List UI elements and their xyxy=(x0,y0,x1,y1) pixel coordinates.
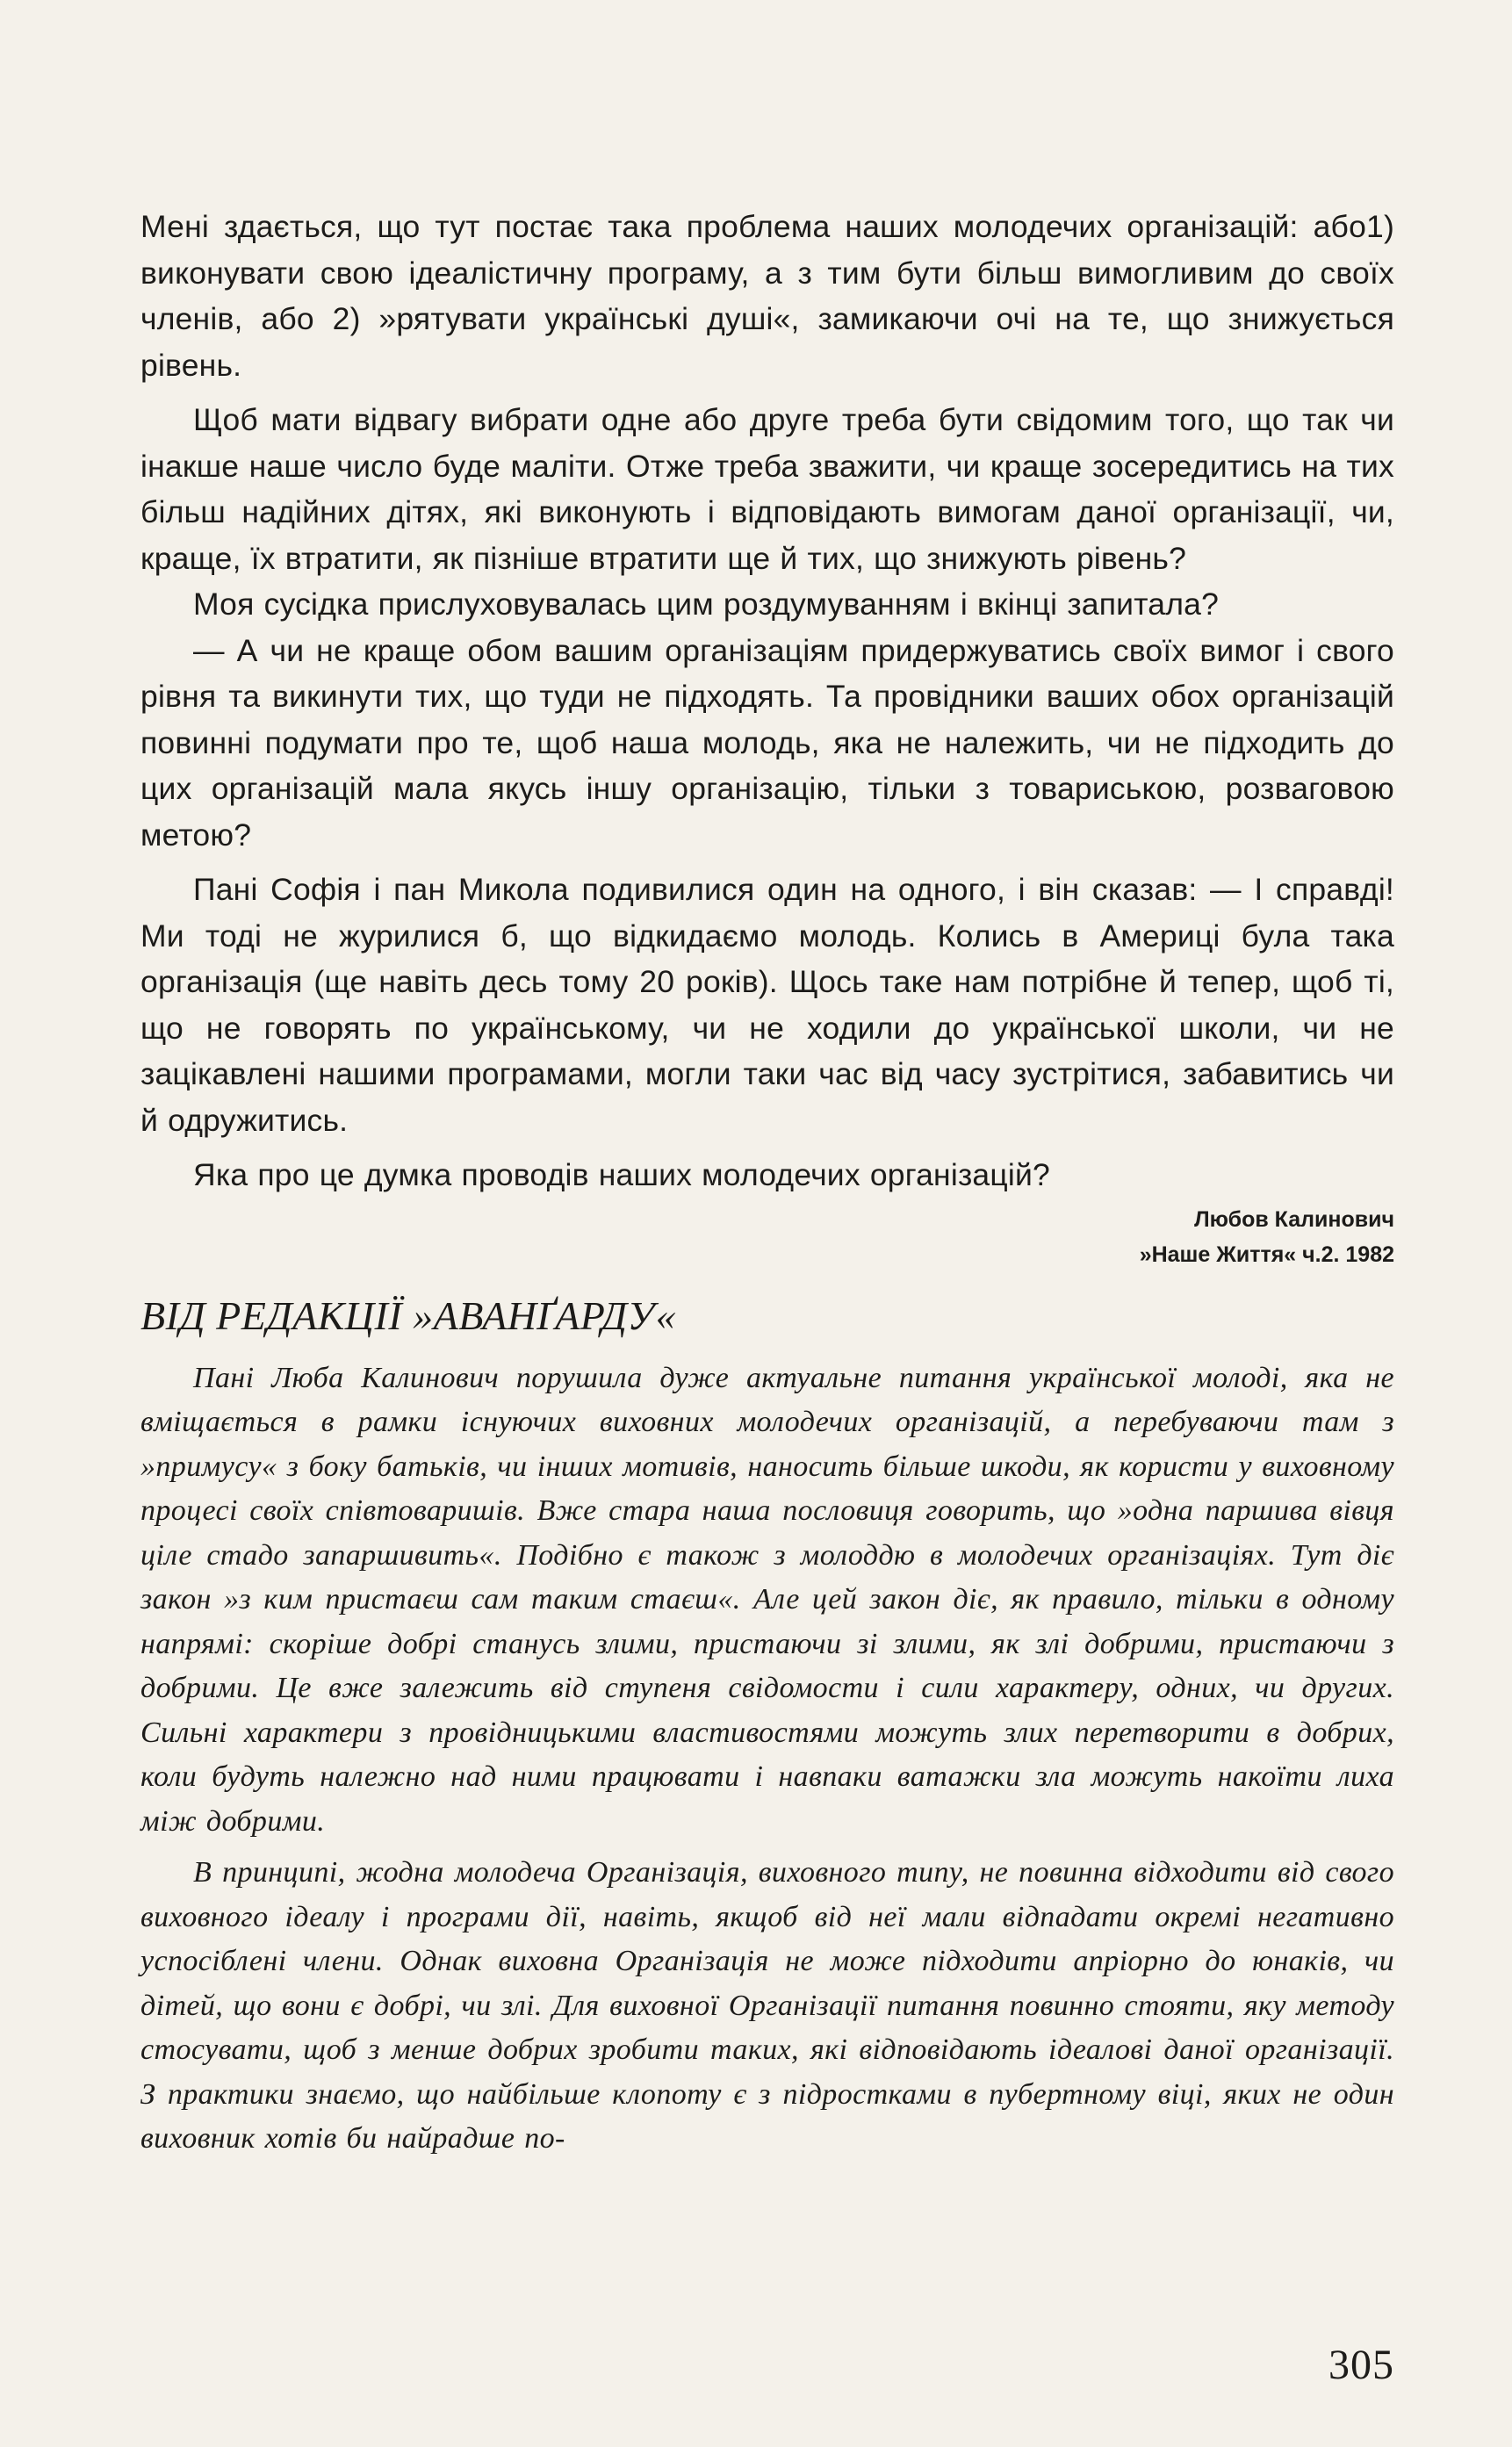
editorial-heading: ВІД РЕДАКЦІЇ »АВАНҐАРДУ« xyxy=(140,1292,677,1338)
letter-paragraph-6: Яка про це думка проводів наших молодечих організацій? xyxy=(193,1157,1050,1192)
letter-paragraph-2: Щоб мати відвагу вибрати одне або друге треба бути свідомим того, що так чи інакше наше число буде маліти. Отже треба зважити, чи краще зосередитись на тих більш надійних дітях, які виконують і відповідають вимогам даної організації, чи, краще, їх втратити, як пізніше втратити ще й тих, що знижують рівень? xyxy=(140,402,1394,576)
editorial-paragraph-1: Пані Люба Калинович порушила дуже актуальне питання української молоді, яка не вміщається в рамки існуючих виховних молодечих організацій, а перебуваючи там з »примусу« з боку батьків, чи інших мотивів, наносить більше шкоди, як користи у виховному процесі своїх співтоваришів. Вже стара наша пословиця говорить, що »одна паршива вівця ціле стадо запаршивить«. Подібно є також з молоддю в молодечих організаціях. Тут діє закон »з ким пристаєш сам таким стаєш«. Але цей закон діє, як правило, тільки в одному напрямі: скоріше добрі станусь злими, пристаючи зі злими, як злі добрими, пристаючи з добрими. Це вже залежить від ступеня свідомости і сили характеру, одних, чи других. Сильні характери з провідницькими властивостями можуть злих перетворити в добрих, коли будуть належно над ними працювати і навпаки ватажки зла можуть накоїти лиха між добрими. xyxy=(140,1361,1394,1838)
letter-paragraph-4: — А чи не краще обом вашим організаціям придержуватись своїх вимог і свого рівня та викинути тих, що туди не підходять. Та провідники ваших обох організацій повинні подумати про те, щоб наша молодь, яка не належить, чи не підходить до цих організацій мала якусь іншу організацію, тільки з товариською, розваговою метою? xyxy=(140,632,1394,853)
page-number: 305 xyxy=(1328,2342,1394,2388)
letter-author: Любов Калинович xyxy=(1194,1206,1394,1232)
letter-paragraph-1: Мені здається, що тут постає така проблема наших молодечих організацій: або1) виконувати свою ідеалістичну програму, а з тим бути більш вимогливим до своїх членів, або 2) »рятувати українські душі«, замикаючи очі на те, що знижується рівень. xyxy=(140,209,1394,383)
page-content xyxy=(140,204,1394,2162)
letter-signature xyxy=(140,1202,1394,1272)
letter-source: »Наше Життя« ч.2. 1982 xyxy=(1139,1241,1394,1267)
editorial-text xyxy=(140,1357,1394,2162)
editorial-paragraph-2: В принципі, жодна молодеча Організація, виховного типу, не повинна відходити від свого виховного ідеалу і програми дії, навіть, якщоб від неї мали відпадати окремі негативно успосіблені члени. Однак виховна Організація не може підходити апріорно до юнаків, чи дітей, що вони є добрі, чи злі. Для виховної Організації питання повинно стояти, яку методу стосувати, щоб з менше добрих зробити таких, які відповідають ідеалові даної організації. З практики знаємо, що найбільше клопоту є з підростками в пубертному віці, яких не один виховник хотів би найрадше по- xyxy=(140,1856,1394,2155)
letter-text xyxy=(140,204,1394,1198)
letter-paragraph-3: Моя сусідка прислуховувалась цим роздумуванням і вкінці запитала? xyxy=(193,587,1220,622)
letter-paragraph-5: Пані Софія і пан Микола подивилися один на одного, і він сказав: — І справді! Ми тоді не журилися б, що відкидаємо молодь. Колись в Америці була така організація (ще навіть десь тому 20 років). Щось таке нам потрібне й тепер, щоб ті, що не говорять по українському, чи не ходили до української школи, чи не зацікавлені нашими програмами, могли таки час від часу зустрітися, забавитись чи й одружитись. xyxy=(140,872,1394,1138)
